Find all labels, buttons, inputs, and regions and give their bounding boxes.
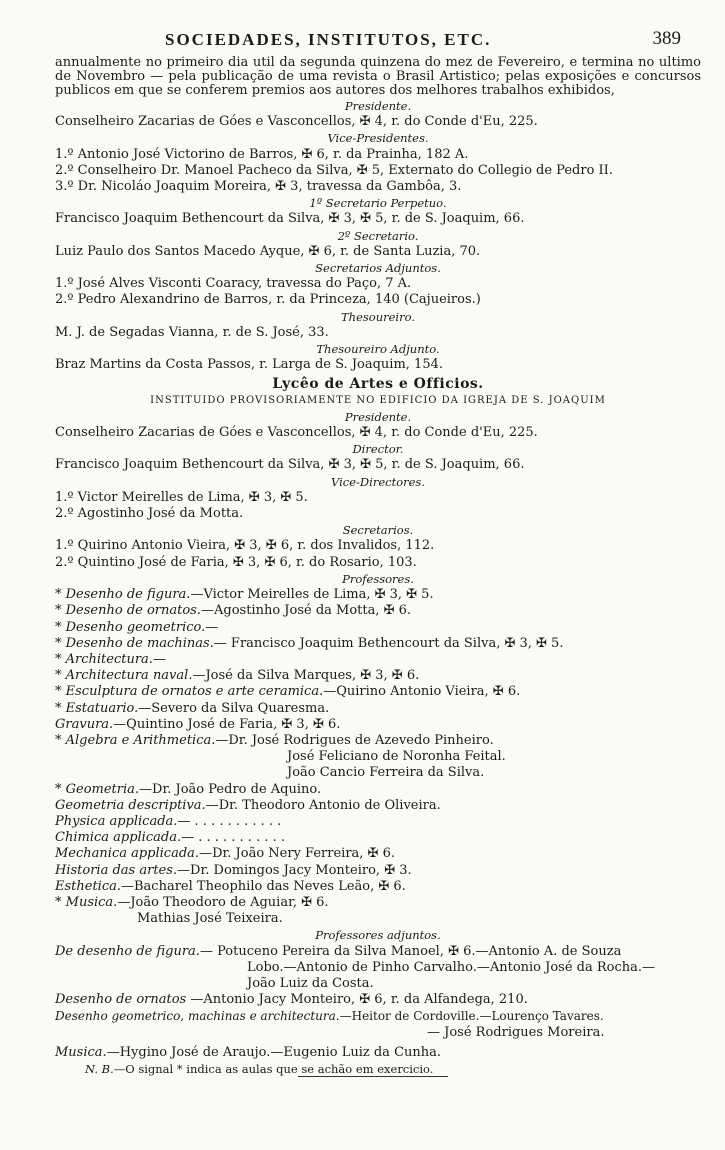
professores-list [55,587,701,927]
adj-musica [55,1045,701,1061]
professor-entry [55,863,701,879]
lyceu-prof-label: Professores. [342,571,414,586]
professor-entry [55,879,701,895]
running-header [0,30,725,52]
professor-person: —Dr. João Pedro de Aquino. [139,781,322,797]
academy-thes-label: Thesoureiro. [341,309,415,324]
professor-subject: * Architectura.— [55,651,166,667]
lyceu-presidente-label: Presidente. [344,409,412,424]
adj-ornatos-text: —Antonio Jacy Monteiro, ✠ 6, r. da Alfandega, 210. [186,992,528,1008]
adj-geo [55,1008,701,1024]
professor-entry [55,798,701,814]
academy-sec-adj-label: Secretarios Adjuntos. [315,261,441,276]
nb-label: N. B. [85,1061,114,1076]
professor-subject: Esthetica. [55,878,121,894]
professor-subject: Gravura. [55,716,114,732]
professor-entry [55,603,701,619]
professor-entry [55,895,701,911]
adj-geo-text: —Heitor de Cordoville.—Lourenço Tavares. [339,1009,604,1024]
page-number: 389 [652,28,681,49]
professor-entry [55,684,701,700]
adj-ornatos [55,992,701,1008]
adj-geo-label: Desenho geometrico, machinas e architectura. [55,1009,340,1024]
professor-person: —Dr. João Nery Ferreira, ✠ 6. [199,846,395,862]
academy-sec-perp: Francisco Joaquim Bethencourt da Silva, ✠ 3, ✠ 5, r. de S. Joaquim, 66. [55,211,525,227]
professor-entry [55,717,701,733]
professor-subject: * Geometria. [55,781,140,797]
lyceu-subtitle: INSTITUIDO PROVISORIAMENTE NO EDIFICIO DA IGREJA DE S. JOAQUIM [150,394,606,406]
academy-vice-2: 2.º Conselheiro Dr. Manoel Pacheco da Silva, ✠ 5, Externato do Collegio de Pedro II. [55,162,613,178]
professor-person: —Quirino Antonio Vieira, ✠ 6. [323,684,521,700]
academy-vice-1: 1.º Antonio José Victorino de Barros, ✠ 6, r. da Prainha, 182 A. [55,146,469,162]
professor-entry [55,701,701,717]
academy-presidente-label: Presidente. [344,99,412,113]
prof-adj-label: Professores adjuntos. [315,928,441,943]
professor-entry [55,636,701,652]
adj-musica-label: Musica. [55,1044,107,1060]
lyceu-sec-2: 2.º Quintino José de Faria, ✠ 3, ✠ 6, r. do Rosario, 103. [55,554,417,570]
professor-subject: * Esculptura de ornatos e arte ceramica. [55,684,324,700]
professor-entry [55,846,701,862]
professor-subject: * Estatuario. [55,700,139,716]
adj-geo-line-2: — José Rodrigues Moreira. [427,1024,605,1040]
professor-subject: Historia das artes. [55,862,178,878]
professor-entry [55,668,701,684]
nb-text: —O signal * indica as aulas que se achão em exercicio. [113,1061,434,1076]
lyceu-vice-dir-1: 1.º Victor Meirelles de Lima, ✠ 3, ✠ 5. [55,489,308,505]
adj-figura-line-1: — Potuceno Pereira da Silva Manoel, ✠ 6.—Antonio A. de Souza [199,943,622,959]
intro-paragraph: annualmente no primeiro dia util da segunda quinzena do mez de Fevereiro, e termina no ultimo de Novembro — pela publicação de uma revista o Brasil Artistico; pelas exposições e concursos publicos em que se conferem premios aos autores dos melhores trabalhos exhibidos, [55,55,701,98]
academy-vice-label: Vice-Presidentes. [327,131,429,146]
professor-subject: Geometria descriptiva. [55,797,206,813]
lyceu-presidente: Conselheiro Zacarias de Góes e Vasconcellos, ✠ 4, r. do Conde d'Eu, 225. [55,425,538,441]
adj-ornatos-label: Desenho de ornatos [55,992,187,1008]
running-title: SOCIEDADES, INSTITUTOS, ETC. [165,30,492,49]
academy-sec-adj-2: 2.º Pedro Alexandrino de Barros, r. da Princeza, 140 (Cajueiros.) [55,292,481,308]
lyceu-title: Lycêo de Artes e Officios. [272,376,484,393]
professor-person: —Agostinho José da Motta, ✠ 6. [200,603,412,619]
lyceu-director-label: Director. [352,442,404,457]
professor-subject: Chimica applicada. [55,830,182,846]
professor-person: —José da Silva Marques, ✠ 3, ✠ 6. [192,668,420,684]
professor-entry [55,652,701,668]
text-body [55,56,701,1077]
professor-subject: * Algebra e Arithmetica. [55,732,216,748]
professor-person: Francisco Joaquim Bethencourt da Silva, ✠ 3, ✠ 5. [230,635,564,651]
academy-thes-adj-label: Thesoureiro Adjunto. [316,342,440,357]
professor-subject: Mechanica applicada. [55,846,200,862]
adj-figura-label: De desenho de figura. [55,943,200,959]
adj-musica-text: —Hygino José de Araujo.—Eugenio Luiz da Cunha. [106,1044,442,1060]
professor-entry [55,830,701,846]
academy-thes-adj: Braz Martins da Costa Passos, r. Larga de S. Joaquim, 154. [55,357,443,373]
professor-entry [55,587,701,603]
academy-vice-3: 3.º Dr. Nicoláo Joaquim Moreira, ✠ 3, travessa da Gambôa, 3. [55,179,462,195]
professor-subject: * Desenho geometrico.— [55,619,219,635]
professor-person: — . . . . . . . . . . . [181,830,285,846]
professor-person: — . . . . . . . . . . . [177,813,282,829]
lyceu-director: Francisco Joaquim Bethencourt da Silva, ✠ 3, ✠ 5, r. de S. Joaquim, 66. [55,457,525,473]
algebra-extra-2: João Cancio Ferreira da Silva. [287,765,485,781]
academy-sec2-label: 2º Secretario. [337,228,419,243]
adj-figura [55,944,701,960]
adj-figura-line-2: Lobo.—Antonio de Pinho Carvalho.—Antonio José da Rocha.— [247,959,656,975]
nota-bene [55,1061,701,1077]
academy-presidente: Conselheiro Zacarias de Góes e Vasconcellos, ✠ 4, r. do Conde d'Eu, 225. [55,114,538,130]
professor-entry [55,814,701,830]
musica-extra: Mathias José Teixeira. [137,911,283,927]
professor-person: —Dr. José Rodrigues de Azevedo Pinheiro. [215,732,494,748]
professor-person: —Dr. Theodoro Antonio de Oliveira. [205,797,441,813]
lyceu-vice-dir-label: Vice-Directores. [331,474,425,489]
professor-person: —Dr. Domingos Jacy Monteiro, ✠ 3. [177,862,412,878]
academy-thes: M. J. de Segadas Vianna, r. de S. José, 33. [55,324,329,340]
professor-person: —João Theodoro de Aguiar, ✠ 6. [117,894,329,910]
professor-entry [55,733,701,749]
professor-subject: * Architectura naval. [55,668,193,684]
lyceu-sec-1: 1.º Quirino Antonio Vieira, ✠ 3, ✠ 6, r. dos Invalidos, 112. [55,538,435,554]
professor-subject: * Desenho de figura. [55,587,191,603]
professor-subject: Physica applicada. [55,813,178,829]
algebra-extra-1: José Feliciano de Noronha Feital. [287,749,506,765]
professor-person: —Bacharel Theophilo das Neves Leão, ✠ 6. [121,878,406,894]
lyceu-vice-dir-2: 2.º Agostinho José da Motta. [55,506,244,522]
section-rule [298,1076,448,1077]
professor-person: —Severo da Silva Quaresma. [138,700,330,716]
professor-subject: * Desenho de ornatos. [55,603,201,619]
professor-person: —Victor Meirelles de Lima, ✠ 3, ✠ 5. [190,587,434,603]
professor-subject: * Musica. [55,894,118,910]
professor-entry [55,782,701,798]
academy-sec-perp-label: 1º Secretario Perpetuo. [309,196,447,211]
professor-entry [55,620,701,636]
adj-figura-line-3: João Luiz da Costa. [247,975,374,991]
professor-person: —Quintino José de Faria, ✠ 3, ✠ 6. [113,716,341,732]
academy-sec-adj-1: 1.º José Alves Visconti Coaracy, travessa do Paço, 7 A. [55,276,412,292]
academy-sec2: Luiz Paulo dos Santos Macedo Ayque, ✠ 6, r. de Santa Luzia, 70. [55,243,481,259]
professor-subject: * Desenho de machinas.— [55,635,227,651]
lyceu-sec-label: Secretarios. [342,523,414,538]
